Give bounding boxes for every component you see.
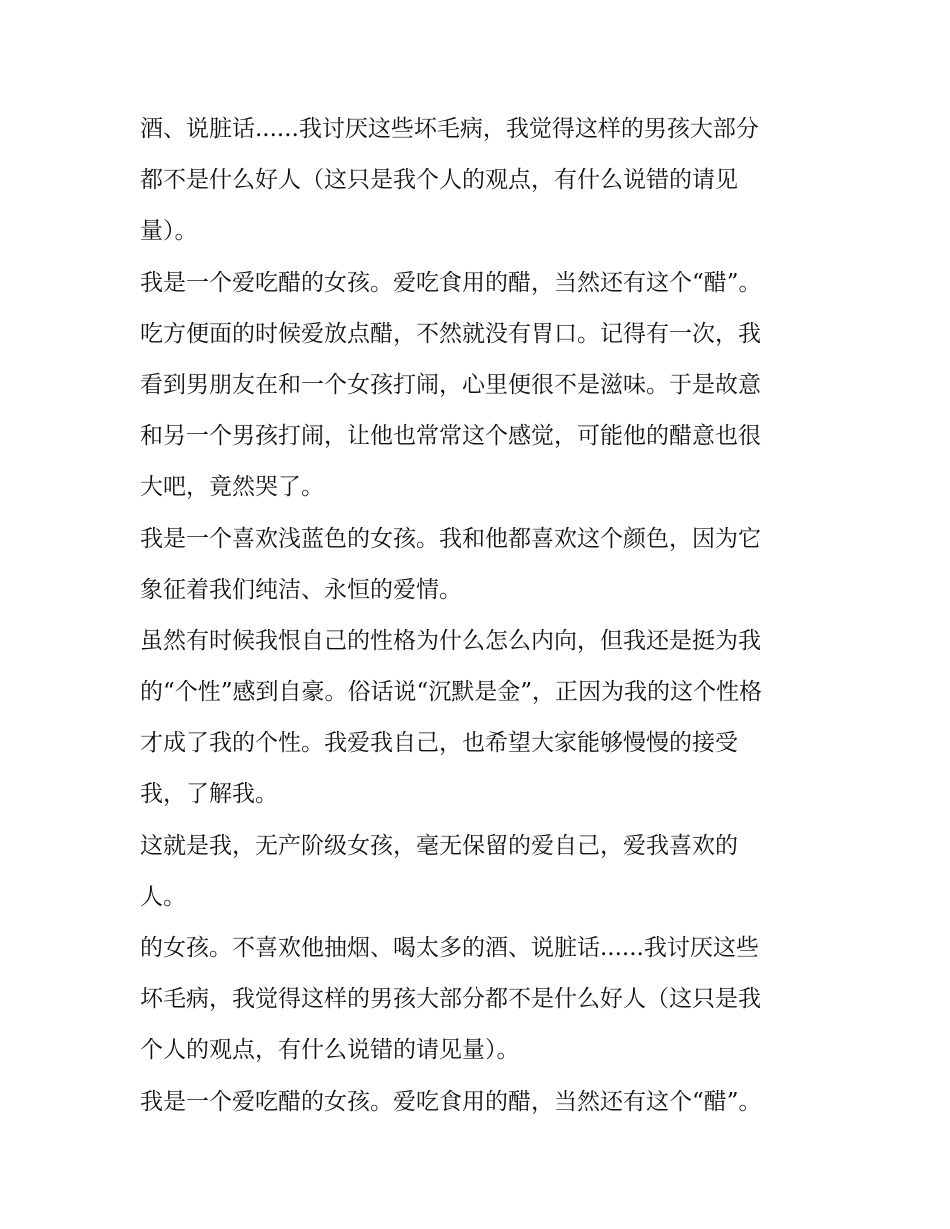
text-line: 我是一个爱吃醋的女孩。爱吃食用的醋，当然还有这个“醋”。 <box>140 269 762 296</box>
text-line: 大吧，竟然哭了。 <box>140 474 324 501</box>
text-line: 这就是我，无产阶级女孩，毫无保留的爱自己，爱我喜欢的 <box>140 832 738 859</box>
body-text <box>140 104 820 1128</box>
text-line: 都不是什么好人（这只是我个人的观点，有什么说错的请见 <box>140 167 738 194</box>
text-line: 我是一个爱吃醋的女孩。爱吃食用的醋，当然还有这个“醋”。 <box>140 1088 762 1115</box>
text-line: 酒、说脏话......我讨厌这些坏毛病，我觉得这样的男孩大部分 <box>140 116 759 142</box>
text-line: 个人的观点，有什么说错的请见量）。 <box>140 1037 520 1064</box>
text-line: 看到男朋友在和一个女孩打闹，心里便很不是滋味。于是故意 <box>140 371 761 398</box>
text-line: 量）。 <box>140 218 198 245</box>
text-line: 虽然有时候我恨自己的性格为什么怎么内向，但我还是挺为我 <box>140 627 761 654</box>
text-line: 我，了解我。 <box>140 781 278 808</box>
text-line: 我是一个喜欢浅蓝色的女孩。我和他都喜欢这个颜色，因为它 <box>140 525 761 552</box>
text-line: 象征着我们纯洁、永恒的爱情。 <box>140 576 462 603</box>
text-line: 的女孩。不喜欢他抽烟、喝太多的酒、说脏话......我讨厌这些 <box>140 935 759 961</box>
text-line: 才成了我的个性。我爱我自己，也希望大家能够慢慢的接受 <box>140 730 738 757</box>
text-line: 和另一个男孩打闹，让他也常常这个感觉，可能他的醋意也很 <box>140 423 761 450</box>
text-line: 坏毛病，我觉得这样的男孩大部分都不是什么好人（这只是我 <box>140 986 761 1013</box>
text-line: 人。 <box>140 883 186 910</box>
text-line: 吃方便面的时候爱放点醋，不然就没有胃口。记得有一次，我 <box>140 320 761 347</box>
text-line: 的“个性”感到自豪。俗话说“沉默是金”，正因为我的这个性格 <box>140 679 763 706</box>
